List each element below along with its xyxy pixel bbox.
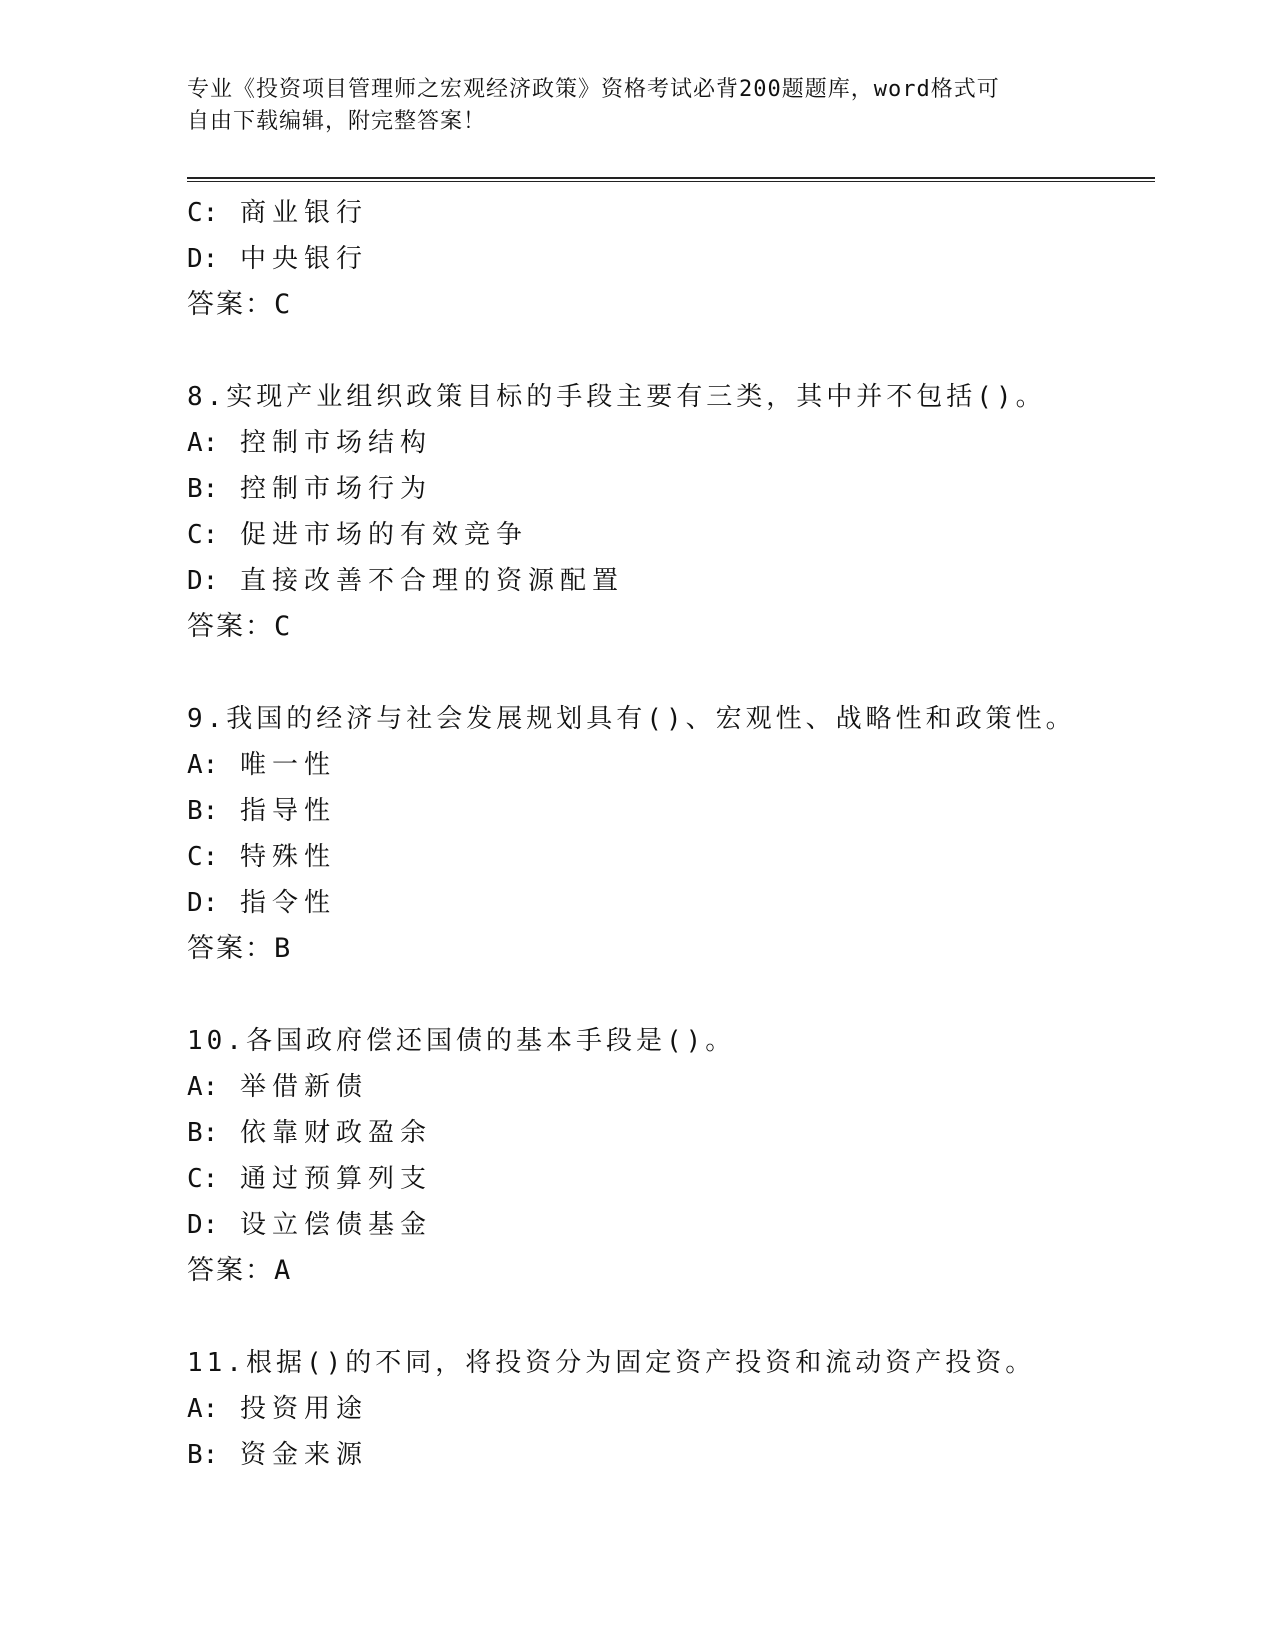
question-11 bbox=[187, 1340, 1155, 1478]
option-b bbox=[187, 1110, 1155, 1156]
option-a bbox=[187, 742, 1155, 788]
option-text: 控制市场行为 bbox=[239, 474, 432, 504]
option-text: 资金来源 bbox=[239, 1440, 368, 1470]
option-d bbox=[187, 1202, 1155, 1248]
option-text: 特殊性 bbox=[239, 842, 336, 872]
header-line-2: 自由下载编辑，附完整答案！ bbox=[187, 109, 487, 134]
option-letter: D: bbox=[187, 888, 219, 918]
option-text: 指导性 bbox=[239, 796, 336, 826]
answer-line: 答案：C bbox=[187, 289, 293, 320]
option-letter: B: bbox=[187, 1440, 219, 1470]
option-letter: B: bbox=[187, 1118, 219, 1148]
option-text: 商业银行 bbox=[239, 198, 368, 228]
spacer bbox=[187, 328, 1155, 374]
option-text: 控制市场结构 bbox=[239, 428, 432, 458]
option-a bbox=[187, 420, 1155, 466]
option-text: 设立偿债基金 bbox=[239, 1210, 432, 1240]
option-text: 指令性 bbox=[239, 888, 336, 918]
option-c bbox=[187, 512, 1155, 558]
option-letter: C: bbox=[187, 520, 219, 550]
option-text: 唯一性 bbox=[239, 750, 336, 780]
option-letter: B: bbox=[187, 474, 219, 504]
option-a bbox=[187, 1064, 1155, 1110]
answer-line: 答案：C bbox=[187, 611, 293, 642]
option-letter: A: bbox=[187, 750, 219, 780]
option-b bbox=[187, 788, 1155, 834]
spacer bbox=[187, 972, 1155, 1018]
option-c bbox=[187, 1156, 1155, 1202]
spacer bbox=[187, 650, 1155, 696]
question-stem: 8.实现产业组织政策目标的手段主要有三类，其中并不包括()。 bbox=[187, 382, 1046, 412]
option-letter: A: bbox=[187, 428, 219, 458]
option-text: 依靠财政盈余 bbox=[239, 1118, 432, 1148]
option-text: 促进市场的有效竞争 bbox=[239, 520, 528, 550]
question-10 bbox=[187, 1018, 1155, 1294]
option-b bbox=[187, 1432, 1155, 1478]
option-letter: A: bbox=[187, 1394, 219, 1424]
option-text: 中央银行 bbox=[239, 244, 368, 274]
option-text: 举借新债 bbox=[239, 1072, 368, 1102]
option-text: 投资用途 bbox=[239, 1394, 368, 1424]
option-letter: A: bbox=[187, 1072, 219, 1102]
question-stem: 9.我国的经济与社会发展规划具有()、宏观性、战略性和政策性。 bbox=[187, 704, 1076, 734]
option-letter: B: bbox=[187, 796, 219, 826]
document-header bbox=[187, 74, 1087, 138]
option-letter: D: bbox=[187, 244, 219, 274]
option-text: 直接改善不合理的资源配置 bbox=[239, 566, 624, 596]
option-d bbox=[187, 880, 1155, 926]
question-8 bbox=[187, 374, 1155, 650]
option-letter: C: bbox=[187, 842, 219, 872]
answer-line: 答案：A bbox=[187, 1255, 293, 1286]
option-d bbox=[187, 236, 1155, 282]
question-stem: 11.根据()的不同，将投资分为固定资产投资和流动资产投资。 bbox=[187, 1348, 1036, 1378]
partial-question bbox=[187, 190, 1155, 328]
option-c bbox=[187, 834, 1155, 880]
option-d bbox=[187, 558, 1155, 604]
option-c bbox=[187, 190, 1155, 236]
question-stem: 10.各国政府偿还国债的基本手段是()。 bbox=[187, 1026, 736, 1056]
header-line-1: 专业《投资项目管理师之宏观经济政策》资格考试必背200题题库，word格式可 bbox=[187, 77, 1000, 102]
option-letter: D: bbox=[187, 566, 219, 596]
spacer bbox=[187, 1294, 1155, 1340]
option-letter: C: bbox=[187, 198, 219, 228]
option-b bbox=[187, 466, 1155, 512]
question-9 bbox=[187, 696, 1155, 972]
option-letter: C: bbox=[187, 1164, 219, 1194]
option-letter: D: bbox=[187, 1210, 219, 1240]
answer-line: 答案：B bbox=[187, 933, 293, 964]
option-a bbox=[187, 1386, 1155, 1432]
option-text: 通过预算列支 bbox=[239, 1164, 432, 1194]
document-body bbox=[187, 190, 1155, 1478]
header-divider bbox=[187, 177, 1155, 182]
